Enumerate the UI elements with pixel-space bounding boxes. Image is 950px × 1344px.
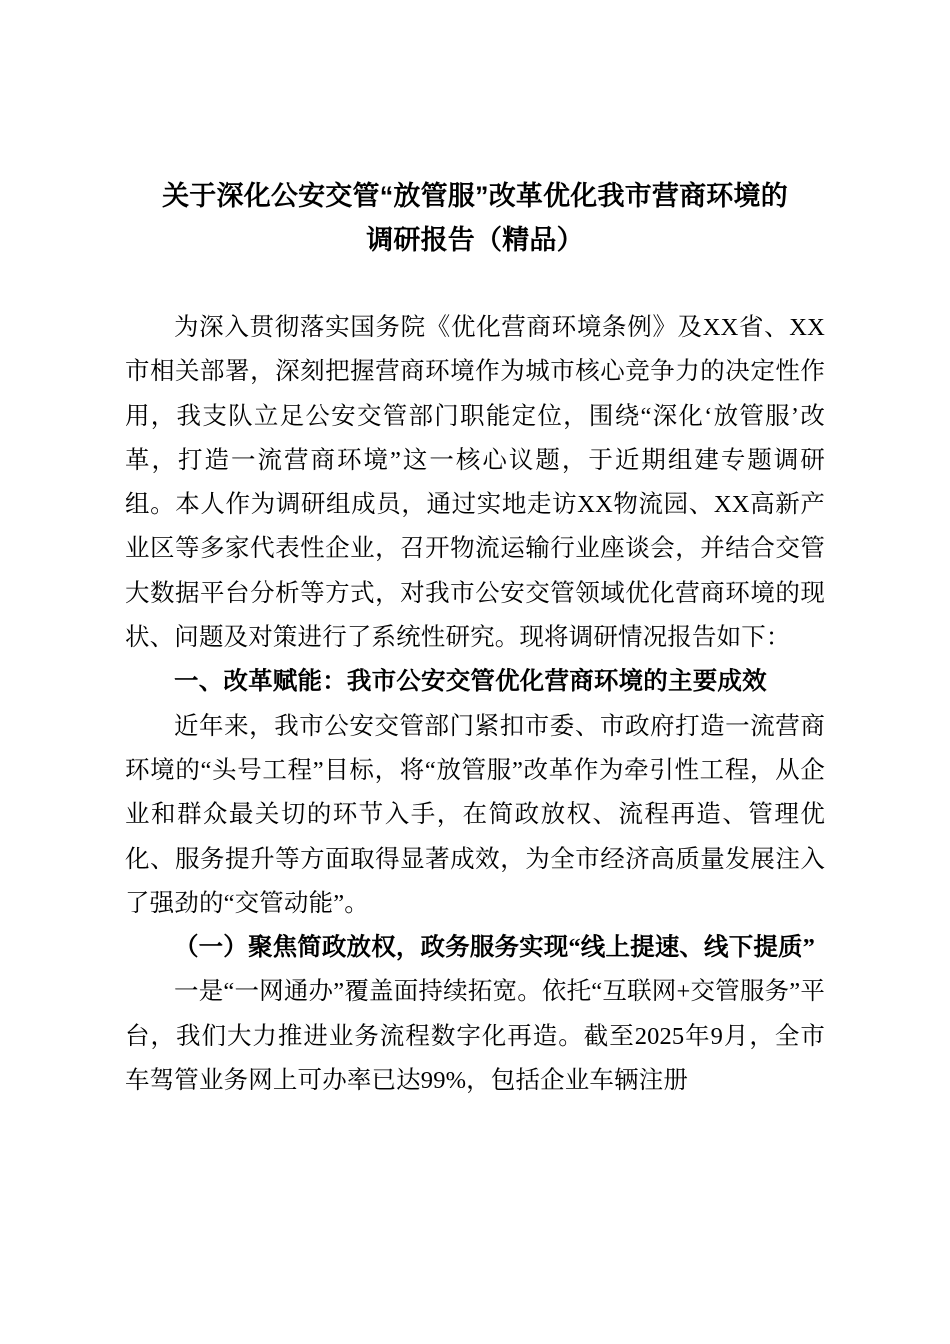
- section-1-paragraph: 近年来，我市公安交管部门紧扣市委、市政府打造一流营商环境的“头号工程”目标，将“放管服”改革作为牵引性工程，从企业和群众最关切的环节入手，在简政放权、流程再造、管理优化、服务提升等方面取得显著成效，为全市经济高质量发展注入了强劲的“交管动能”。: [125, 712, 825, 917]
- section-heading-1: 一、改革赋能：我市公安交管优化营商环境的主要成效: [174, 668, 767, 696]
- subsection-heading-1-1: （一）聚焦简政放权，政务服务实现“线上提速、线下提质”: [174, 934, 816, 962]
- subsection-1-1-paragraph: 一是“一网通办”覆盖面持续拓宽。依托“互联网+交管服务”平台，我们大力推进业务流程数字化再造。截至2025年9月，全市车驾管业务网上可办率已达99%，包括企业车辆注册: [125, 978, 825, 1095]
- intro-paragraph: 为深入贯彻落实国务院《优化营商环境条例》及XX省、XX市相关部署，深刻把握营商环境作为城市核心竞争力的决定性作用，我支队立足公安交管部门职能定位，围绕“深化‘放管服’改革，打造一流营商环境”这一核心议题，于近期组建专题调研组。本人作为调研组成员，通过实地走访XX物流园、XX高新产业区等多家代表性企业，召开物流运输行业座谈会，并结合交管大数据平台分析等方式，对我市公安交管领域优化营商环境的现状、问题及对策进行了系统性研究。现将调研情况报告如下：: [125, 314, 825, 652]
- page-title-line-1: 关于深化公安交管“放管服”改革优化我市营商环境的: [162, 181, 788, 211]
- page-title-line-2: 调研报告（精品）: [366, 225, 584, 255]
- page-title: [125, 0, 825, 262]
- document-content: [125, 0, 825, 1103]
